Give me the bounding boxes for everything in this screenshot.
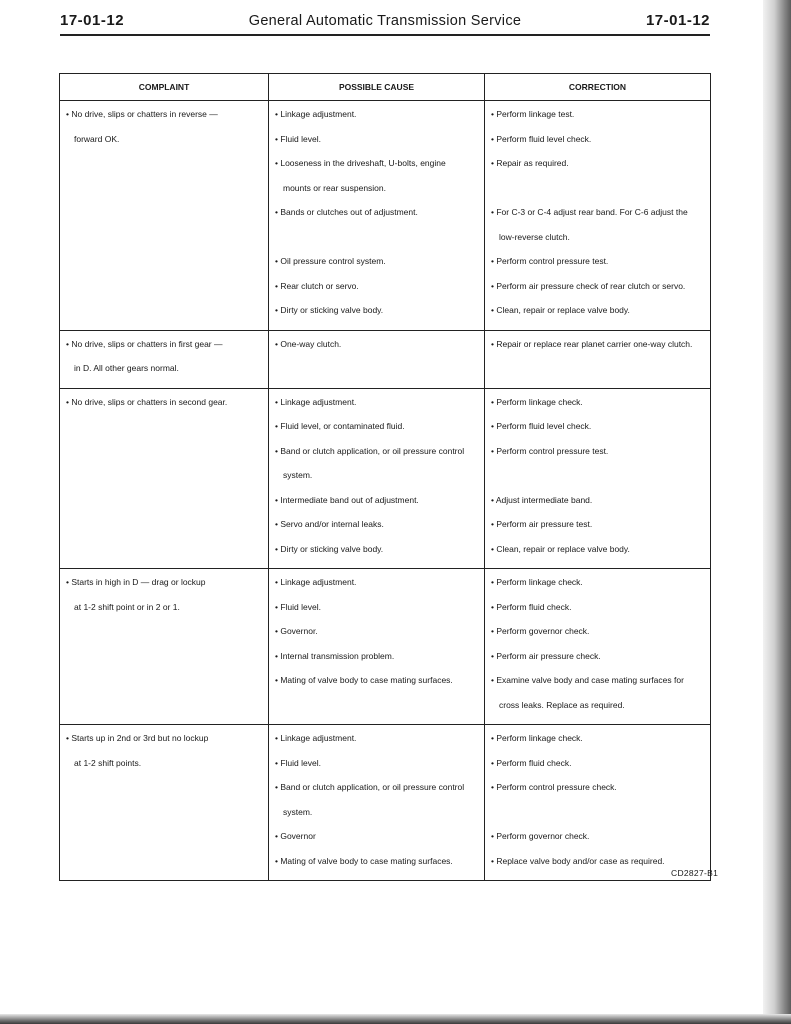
cause-line: • Rear clutch or servo. — [275, 280, 359, 291]
table-row — [60, 725, 711, 881]
table-row — [60, 330, 711, 388]
correction-line: • Perform linkage check. — [491, 396, 583, 407]
correction-line: cross leaks. Replace as required. — [499, 699, 625, 710]
complaint-line: • Starts in high in D — drag or lockup — [66, 577, 206, 587]
correction-line: • Repair or replace rear planet carrier one-way clutch. — [491, 338, 693, 349]
cause-line: mounts or rear suspension. — [283, 182, 386, 193]
complaint-cell — [60, 101, 269, 331]
correction-cell — [485, 388, 711, 569]
figure-code: CD2827-B1 — [671, 868, 719, 878]
cause-line: • Fluid level. — [275, 757, 321, 768]
cause-line: • Linkage adjustment. — [275, 109, 357, 119]
correction-line: • For C-3 or C-4 adjust rear band. For C-6 adjust the — [491, 207, 688, 217]
possible-cause-cell — [269, 101, 485, 331]
correction-line: • Perform fluid level check. — [491, 421, 592, 431]
cause-line: • Dirty or sticking valve body. — [275, 543, 384, 554]
correction-cell — [485, 569, 711, 725]
correction-line: • Perform fluid check. — [491, 757, 572, 768]
possible-cause-cell — [269, 569, 485, 725]
page-number-left: 17-01-12 — [60, 12, 125, 29]
table-row — [60, 569, 711, 725]
column-header-complaint: COMPLAINT — [60, 74, 269, 101]
complaint-cell — [60, 388, 269, 569]
cause-line: • One-way clutch. — [275, 338, 342, 349]
page-binding-shadow — [763, 0, 791, 1024]
correction-line: • Replace valve body and/or case as required. — [491, 855, 665, 866]
complaint-line: • Starts up in 2nd or 3rd but no lockup — [66, 733, 209, 743]
correction-line: • Perform linkage check. — [491, 733, 583, 743]
complaint-line: in D. All other gears normal. — [74, 363, 179, 373]
column-header-possible-cause: POSSIBLE CAUSE — [269, 74, 485, 101]
complaint-cell — [60, 330, 269, 388]
table-row — [60, 101, 711, 331]
table-header-row — [60, 74, 711, 101]
complaint-line: at 1-2 shift point or in 2 or 1. — [74, 601, 180, 612]
cause-line: • Mating of valve body to case mating surfaces. — [275, 675, 453, 685]
correction-line: • Clean, repair or replace valve body. — [491, 543, 630, 554]
cause-line: • Dirty or sticking valve body. — [275, 305, 384, 315]
page-title: General Automatic Transmission Service — [248, 13, 522, 29]
cause-line: • Oil pressure control system. — [275, 256, 386, 266]
column-header-correction: CORRECTION — [485, 74, 711, 101]
cause-line: system. — [283, 806, 313, 817]
complaint-cell — [60, 725, 269, 881]
correction-cell — [485, 725, 711, 881]
correction-cell — [485, 330, 711, 388]
cause-line: • Fluid level. — [275, 133, 321, 144]
blank-line — [491, 468, 704, 493]
blank-line — [491, 181, 704, 206]
correction-line: low-reverse clutch. — [499, 231, 570, 242]
complaint-line: at 1-2 shift points. — [74, 757, 142, 768]
correction-line: • Adjust intermediate band. — [491, 494, 593, 505]
correction-line: • Perform linkage test. — [491, 109, 575, 119]
correction-line: • Repair as required. — [491, 158, 569, 168]
possible-cause-cell — [269, 388, 485, 569]
diagnosis-table-container — [59, 73, 711, 881]
cause-line: • Governor. — [275, 626, 318, 636]
header-rule — [60, 34, 710, 36]
table-body — [60, 101, 711, 881]
correction-line: • Perform air pressure check of rear clutch or servo. — [491, 280, 686, 291]
blank-line — [275, 230, 478, 255]
cause-line: • Fluid level, or contaminated fluid. — [275, 421, 405, 431]
correction-line: • Perform control pressure check. — [491, 782, 617, 792]
correction-line: • Perform control pressure test. — [491, 445, 609, 456]
cause-line: • Mating of valve body to case mating surfaces. — [275, 855, 453, 866]
correction-line: • Perform fluid check. — [491, 601, 572, 612]
page-header — [60, 12, 710, 32]
cause-line: • Linkage adjustment. — [275, 396, 357, 407]
correction-line: • Perform air pressure test. — [491, 519, 593, 529]
cause-line: • Intermediate band out of adjustment. — [275, 494, 419, 505]
cause-line: • Fluid level. — [275, 601, 321, 612]
correction-line: • Perform governor check. — [491, 831, 590, 841]
cause-line: system. — [283, 470, 313, 480]
cause-line: • Band or clutch application, or oil pressure control — [275, 782, 465, 792]
correction-line: • Perform linkage check. — [491, 577, 583, 587]
page-bottom-shadow — [0, 1014, 791, 1024]
cause-line: • Linkage adjustment. — [275, 577, 357, 587]
complaint-line: • No drive, slips or chatters in second gear. — [66, 396, 228, 407]
cause-line: • Governor — [275, 831, 316, 841]
correction-cell — [485, 101, 711, 331]
cause-line: • Servo and/or internal leaks. — [275, 519, 384, 529]
cause-line: • Looseness in the driveshaft, U-bolts, engine — [275, 158, 446, 168]
complaint-cell — [60, 569, 269, 725]
correction-line: • Clean, repair or replace valve body. — [491, 305, 630, 315]
page-number-right: 17-01-12 — [645, 12, 710, 29]
diagnosis-table — [59, 73, 711, 881]
complaint-line: • No drive, slips or chatters in first gear — — [66, 338, 223, 349]
table-row — [60, 388, 711, 569]
correction-line: • Perform governor check. — [491, 626, 590, 636]
possible-cause-cell — [269, 330, 485, 388]
complaint-line: forward OK. — [74, 133, 120, 144]
correction-line: • Perform air pressure check. — [491, 650, 601, 661]
blank-line — [491, 805, 704, 830]
correction-line: • Perform control pressure test. — [491, 256, 609, 266]
cause-line: • Linkage adjustment. — [275, 733, 357, 743]
possible-cause-cell — [269, 725, 485, 881]
cause-line: • Internal transmission problem. — [275, 650, 395, 661]
correction-line: • Perform fluid level check. — [491, 133, 592, 144]
blank-line — [275, 698, 478, 723]
cause-line: • Bands or clutches out of adjustment. — [275, 207, 418, 217]
cause-line: • Band or clutch application, or oil pressure control — [275, 445, 465, 456]
complaint-line: • No drive, slips or chatters in reverse — — [66, 109, 218, 119]
correction-line: • Examine valve body and case mating surfaces for — [491, 675, 684, 685]
